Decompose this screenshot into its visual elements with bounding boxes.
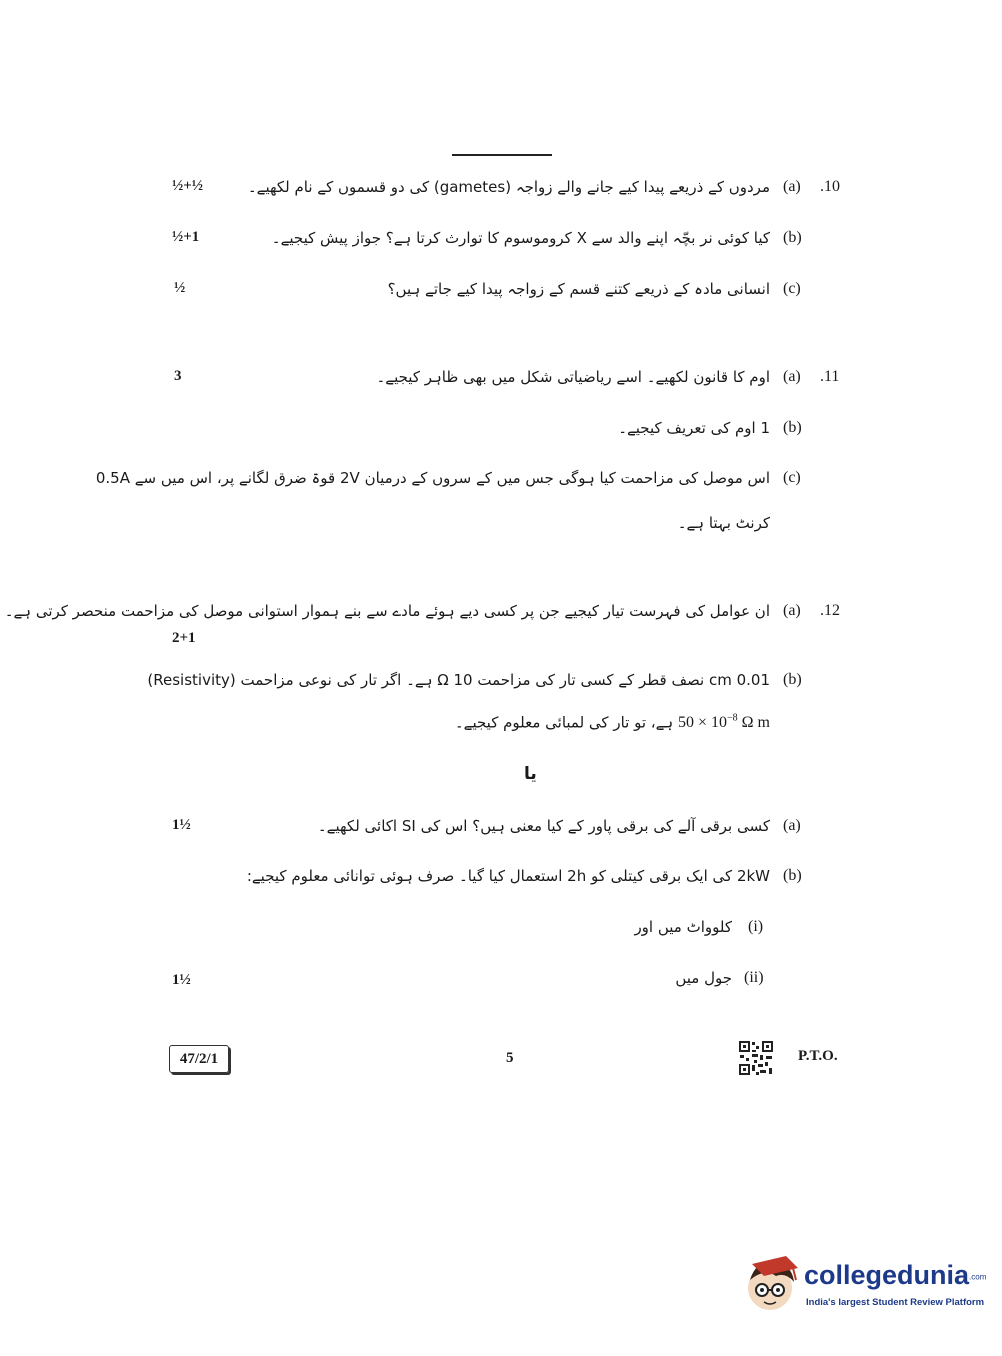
q10a-label: (a): [783, 178, 801, 195]
brand-name: collegedunia.com: [804, 1260, 987, 1290]
q12-number: .12: [820, 602, 840, 619]
q12b-question: ہے، تو تار کی لمبائی معلوم کیجیے۔: [454, 713, 674, 732]
q12-alt-i-text: کلوواٹ میں اور: [634, 918, 732, 936]
qr-code-icon: [738, 1040, 774, 1076]
top-rule: [452, 154, 552, 156]
q10-number: .10: [820, 178, 840, 195]
q10c-marks: ½: [174, 280, 186, 296]
q11b-text: 1 اوم کی تعریف کیجیے۔: [618, 419, 770, 437]
paper-code: 47/2/1: [169, 1045, 229, 1073]
q10b-text: کیا کوئی نر بچّہ اپنے والد سے X کروموسوم کا توارث کرتا ہے؟ جواز پیش کیجیے۔: [271, 229, 770, 247]
q11c-text-line2: کرنٹ بہتا ہے۔: [677, 514, 770, 532]
q12-marks: 2+1: [172, 630, 196, 646]
q10a-text: مردوں کے ذریعے پیدا کیے جانے والے زواجہ (gametes) کی دو قسموں کے نام لکھیے۔: [247, 178, 770, 196]
q11b-label: (b): [783, 419, 802, 436]
q11-marks: 3: [174, 368, 182, 384]
q11c-label: (c): [783, 469, 801, 486]
q12-alt-i-label: (i): [748, 918, 764, 935]
q12b-label: (b): [783, 671, 802, 688]
q10b-marks: ½+1: [172, 229, 200, 245]
q11c-text-line1: اس موصل کی مزاحمت کیا ہوگی جس میں کے سروں کے درمیان 2V قوۃ ضرق لگانے پر، اس میں سے 0.5A: [95, 469, 770, 487]
q12-alt-b-label: (b): [783, 867, 802, 884]
q12a-text: ان عوامل کی فہرست تیار کیجیے جن پر کسی دیے ہوئے مادے سے بنے ہموار استوانی موصل کی مزاحمت منحصر کرتی ہے۔: [4, 602, 770, 620]
q10c-label: (c): [783, 280, 801, 297]
q12-alt-ii-text: جول میں: [675, 969, 732, 987]
q11a-text: اوم کا قانون لکھیے۔ اسے ریاضیاتی شکل میں بھی ظاہر کیجیے۔: [376, 368, 770, 386]
q12b-text-line1: 0.01 cm نصف قطر کے کسی تار کی مزاحمت 10 Ω ہے۔ اگر تار کی نوعی مزاحمت (Resistivity): [147, 671, 770, 689]
student-mascot-icon: [742, 1254, 802, 1320]
resistivity-value: $50 \times 10^{-8}$ Ω m: [677, 713, 770, 732]
q12-alt-ii-label: (ii): [744, 969, 764, 986]
pto-label: P.T.O.: [798, 1048, 838, 1064]
q12-alt-b-text: 2kW کی ایک برقی کیتلی کو 2h استعمال کیا گیا۔ صرف ہوئی توانائی معلوم کیجیے:: [246, 867, 770, 885]
q12-alt-a-text: کسی برقی آلے کی برقی پاور کے کیا معنی ہیں؟ اس کی SI اکائی لکھیے۔: [317, 817, 770, 835]
q12-alt-a-marks: 1½: [172, 817, 191, 833]
q11a-label: (a): [783, 368, 801, 385]
q12-alt-a-label: (a): [783, 817, 801, 834]
brand-tagline: India's largest Student Review Platform: [806, 1297, 985, 1308]
collegedunia-logo: [742, 1252, 987, 1322]
q12-alt-ii-marks: 1½: [172, 972, 191, 988]
q10c-text: انسانی مادہ کے ذریعے کتنے قسم کے زواجہ پیدا کیے جاتے ہیں؟: [387, 280, 770, 298]
q10b-label: (b): [783, 229, 802, 246]
q11-number: .11: [820, 368, 840, 385]
page-number: 5: [506, 1050, 514, 1066]
or-separator: یا: [524, 764, 537, 784]
q12b-text-line2: [455, 713, 770, 732]
q10a-marks: ½+½: [172, 178, 204, 194]
q12a-label: (a): [783, 602, 801, 619]
